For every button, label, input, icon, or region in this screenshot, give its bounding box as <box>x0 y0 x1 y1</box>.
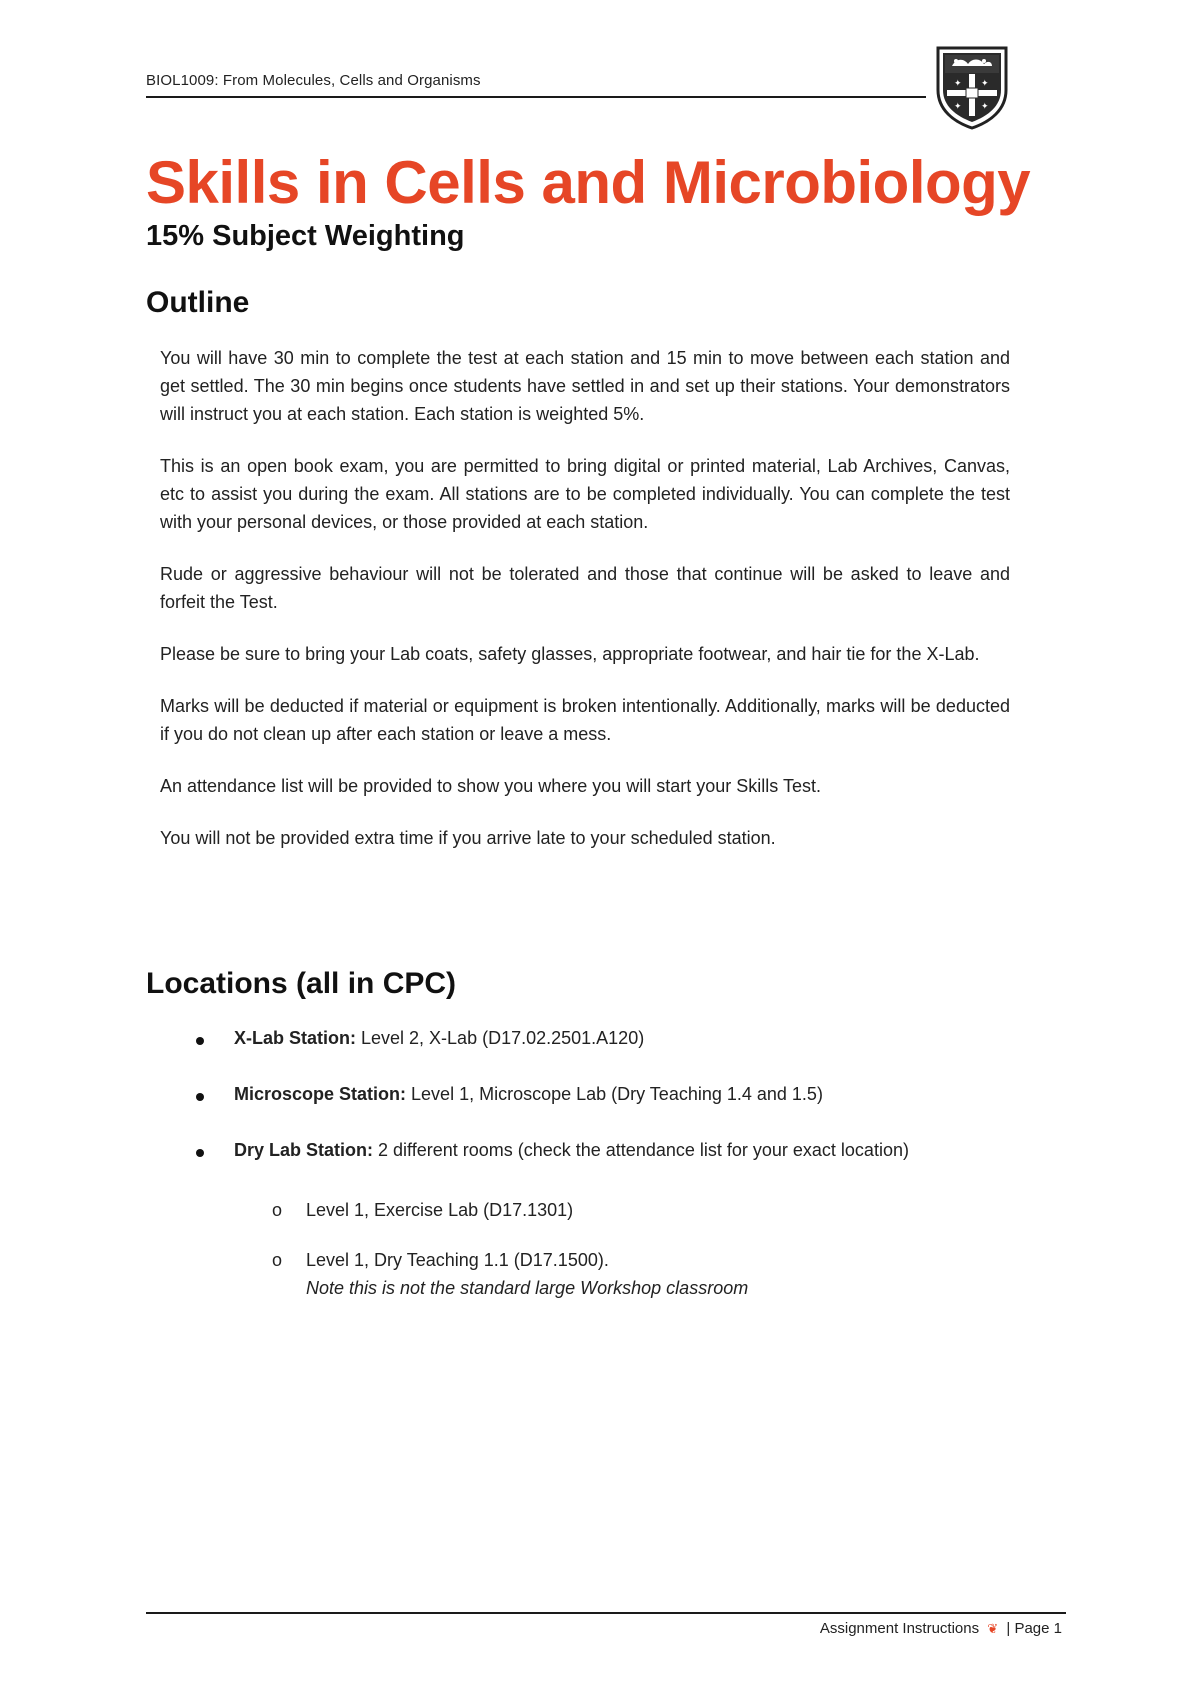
location-text: 2 different rooms (check the attendance list for your exact location) <box>373 1140 909 1160</box>
location-text: Level 2, X-Lab (D17.02.2501.A120) <box>356 1028 645 1048</box>
location-label: Microscope Station: <box>234 1084 407 1104</box>
course-name: BIOL1009: From Molecules, Cells and Organisms <box>146 72 481 89</box>
page-number: Page 1 <box>1014 1620 1062 1637</box>
footer-divider <box>146 1612 1066 1614</box>
flame-icon: ❦ <box>987 1621 999 1636</box>
outline-paragraph: This is an open book exam, you are permitted to bring digital or printed material, Lab Archives, Canvas, etc to assist you during the exam. All stations are to be completed individually. You can complete the test with your personal devices, or those provided at each station. <box>160 456 1010 532</box>
sub-bullet-icon: o <box>272 1200 283 1220</box>
list-item <box>196 1140 1016 1196</box>
list-item <box>272 1246 1012 1302</box>
page-subtitle: 15% Subject Weighting <box>146 220 465 252</box>
list-item <box>196 1028 1016 1084</box>
locations-heading: Locations (all in CPC) <box>146 967 457 1000</box>
bullet-icon <box>196 1093 204 1101</box>
outline-paragraph: Marks will be deducted if material or equipment is broken intentionally. Additionally, marks will be deducted if you do not clean up after each station or leave a mess. <box>160 696 1010 744</box>
outline-paragraph: Rude or aggressive behaviour will not be tolerated and those that continue will be asked to leave and forfeit the Test. <box>160 564 1010 612</box>
dry-lab-rooms-list <box>272 1196 1012 1324</box>
list-item <box>196 1084 1016 1140</box>
outline-paragraph: Please be sure to bring your Lab coats, safety glasses, appropriate footwear, and hair tie for the X-Lab. <box>160 644 980 664</box>
room-text: Level 1, Dry Teaching 1.1 (D17.1500). <box>306 1250 609 1270</box>
sub-bullet-icon: o <box>272 1250 283 1270</box>
university-crest-icon <box>934 44 1010 130</box>
svg-text:✦: ✦ <box>954 79 962 89</box>
room-text: Level 1, Exercise Lab (D17.1301) <box>306 1200 574 1220</box>
outline-heading: Outline <box>146 286 250 319</box>
room-note: Note this is not the standard large Workshop classroom <box>306 1278 749 1298</box>
svg-text:✦: ✦ <box>981 79 989 89</box>
footer-separator: | <box>1006 1620 1011 1637</box>
outline-paragraph: An attendance list will be provided to show you where you will start your Skills Test. <box>160 776 821 796</box>
location-label: X-Lab Station: <box>234 1028 356 1048</box>
locations-list <box>196 1028 1016 1196</box>
bullet-icon <box>196 1149 204 1157</box>
list-item <box>272 1196 1012 1224</box>
outline-body <box>160 344 1010 876</box>
outline-paragraph: You will not be provided extra time if you arrive late to your scheduled station. <box>160 828 776 848</box>
page-title: Skills in Cells and Microbiology <box>146 149 1031 216</box>
location-text: Level 1, Microscope Lab (Dry Teaching 1.4 and 1.5) <box>406 1084 823 1104</box>
page-header <box>146 72 926 98</box>
outline-paragraph: You will have 30 min to complete the test at each station and 15 min to move between each station and get settled. The 30 min begins once students have settled in and set up their stations. Your demonstrators will instruct you at each station. Each station is weighted 5%. <box>160 348 1010 424</box>
footer-doc-type: Assignment Instructions <box>819 1620 980 1637</box>
svg-text:✦: ✦ <box>954 102 962 112</box>
location-label: Dry Lab Station: <box>234 1140 374 1160</box>
bullet-icon <box>196 1037 204 1045</box>
page-footer <box>820 1620 1062 1637</box>
svg-text:✦: ✦ <box>981 102 989 112</box>
